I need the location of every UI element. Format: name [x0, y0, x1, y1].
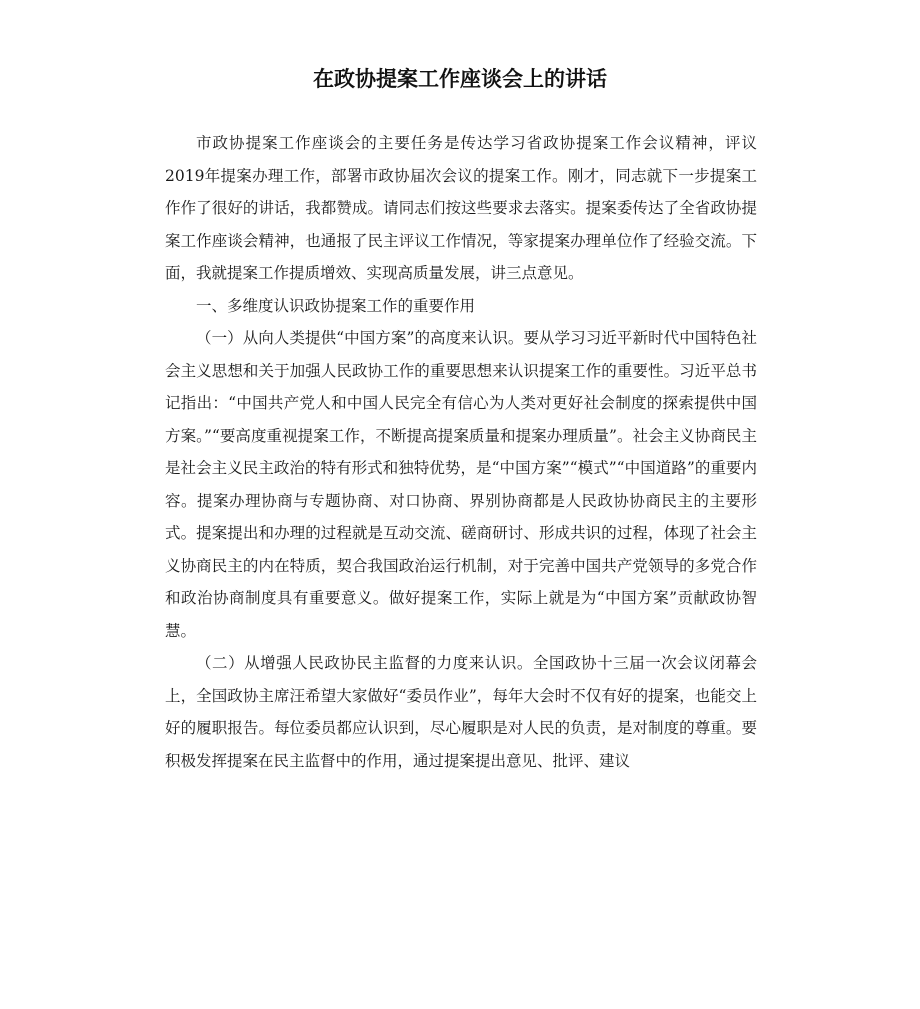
document-title: 在政协提案工作座谈会上的讲话: [313, 67, 607, 91]
paragraph-point-1: （一）从向人类提供“中国方案”的高度来认识。要从学习习近平新时代中国特色社会主义思想和关于加强人民政协工作的重要思想来认识提案工作的重要性。习近平总书记指出：“中国共产党人和中国人民完全有信心为人类对更好社会制度的探索提供中国方案。”“要高度重视提案工作，不断提高提案质量和提案办理质量”。社会主义协商民主是社会主义民主政治的特有形式和独特优势，是“中国方案”“模式”“中国道路”的重要内容。提案办理协商与专题协商、对口协商、界别协商都是人民政协协商民主的主要形式。提案提出和办理的过程就是互动交流、磋商研讨、形成共识的过程，体现了社会主义协商民主的内在特质，契合我国政治运行机制，对于完善中国共产党领导的多党合作和政治协商制度具有重要意义。做好提案工作，实际上就是为“中国方案”贡献政协智慧。: [165, 329, 757, 640]
paragraph-intro: 市政协提案工作座谈会的主要任务是传达学习省政协提案工作会议精神，评议2019年提案办理工作，部署市政协届次会议的提案工作。刚才，同志就下一步提案工作作了很好的讲话，我都赞成。请同志们按这些要求去落实。提案委传达了全省政协提案工作座谈会精神，也通报了民主评议工作情况，等家提案办理单位作了经验交流。下面，我就提案工作提质增效、实现高质量发展，讲三点意见。: [165, 134, 757, 282]
section-heading-1: 一、多维度认识政协提案工作的重要作用: [196, 296, 476, 315]
document-body: [165, 127, 757, 777]
paragraph-point-2: （二）从增强人民政协民主监督的力度来认识。全国政协十三届一次会议闭幕会上，全国政协主席汪希望大家做好“委员作业”，每年大会时不仅有好的提案，也能交上好的履职报告。每位委员都应认识到，尽心履职是对人民的负责，是对制度的尊重。要积极发挥提案在民主监督中的作用，通过提案提出意见、批评、建议: [165, 654, 757, 770]
